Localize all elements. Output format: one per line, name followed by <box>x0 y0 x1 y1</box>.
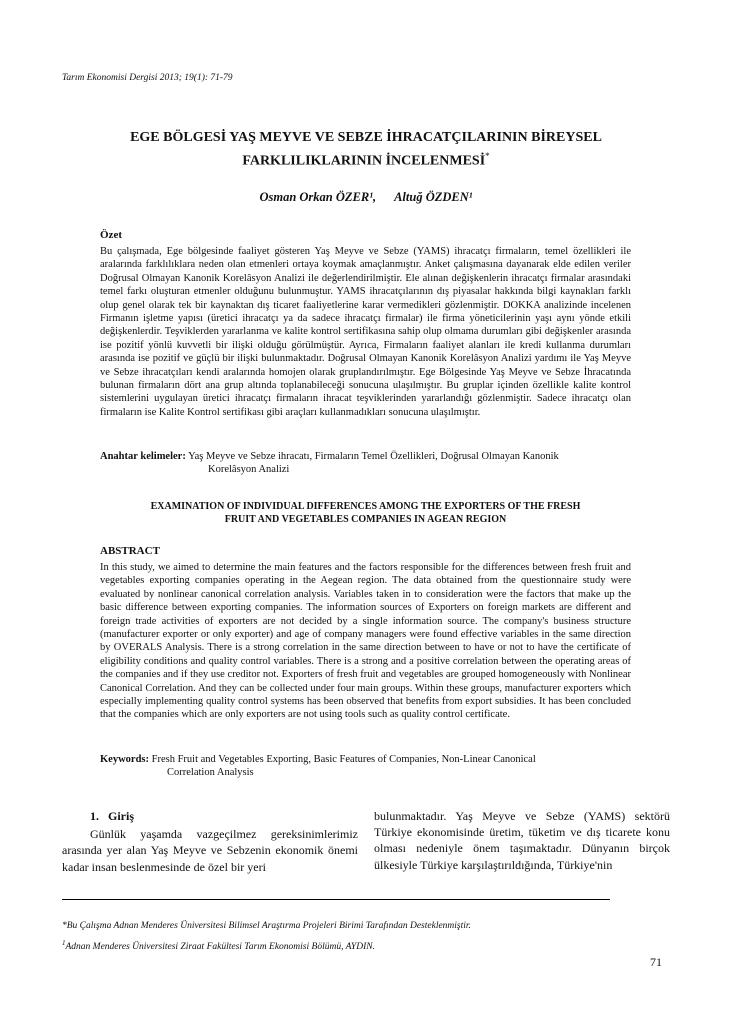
footnote-1: *Bu Çalışma Adnan Menderes Üniversitesi Bilimsel Araştırma Projeleri Birimi Tarafından Desteklenmiştir. <box>62 921 471 931</box>
journal-reference: Tarım Ekonomisi Dergisi 2013; 19(1): 71-79 <box>62 73 233 83</box>
english-title <box>100 500 631 526</box>
abstract-keywords-line-1: Fresh Fruit and Vegetables Exporting, Basic Features of Companies, Non-Linear Canonical <box>151 754 536 765</box>
section-heading-giris <box>90 808 358 824</box>
author-2: Altuğ ÖZDEN <box>394 190 469 204</box>
ozet-heading: Özet <box>100 229 122 241</box>
abstract-keywords-label: Keywords: <box>100 754 149 765</box>
ozet-text: Bu çalışmada, Ege bölgesinde faaliyet gösteren Yaş Meyve ve Sebze (YAMS) ihracatçı firmaların, temel özellikleri ile aralarında farklılıklara neden olan etmenleri ortaya koymak amaçlanmıştır. Anket çalışmasına dayanarak elde edilen veriler Doğrusal Olmayan Kanonik Korelâsyon Analizi ile değerlendirilmiştir. Ele alınan değişkenlerin ihracatçı firmalar arasındaki temel farkı oluşturan etmenler olduğunu bulunmuştur. YAMS ihracatçılarının dış piyasalar hakkında bilgi kaynakları farklı olup genel olarak tek bir kaynaktan dış ticaret faaliyetlerine karar vermedikleri gözlenmiştir. DOKKA analizinde incelenen Firmanın işletme yapısı (üretici ihracatçı ya da sadece ihracatçı firmalar) ile firma yöneticilerinin yaşı aynı yönde etkili değişkenlerdir. Teşviklerden yararlanma ve kalite kontrol sertifikasına sahip olup olmama durumları gibi değişkenler arasında ise pozitif yönlü kuvvetli bir ilişki olduğu görülmüştür. Ayrıca, Firmaların faaliyet alanları ile kredi kullanma durumları arasında ise pozitif ve güçlü bir ilişki bulunmaktadır. Doğrusal Olmayan Kanonik Korelâsyon Analizi yardımı ile Yaş Meyve ve Sebze ihracatçıları kendi aralarında homojen olarak gruplandırılmıştır. Ege Bölgesinde Yaş Meyve ve Sebze İhracatında bulunan firmaların dört ana grup altında toplanabileceği sonucuna ulaşılmıştır. Bu gruplar içinden özellikle kalite kontrol sistemlerini uygulayan üretici ihracatçı firmaların ihracat teşviklerinden yararlandığı gözlenmiştir. Sadece ihracatçı olan firmaların ise Kalite Kontrol sertifikası gibi araçları kullanmadıkları sonucuna ulaşılmıştır. <box>100 246 631 418</box>
paper-title <box>80 128 652 171</box>
footnote-2-text: Adnan Menderes Üniversitesi Ziraat Fakültesi Tarım Ekonomisi Bölümü, AYDIN. <box>65 942 375 953</box>
body-text-left: Günlük yaşamda vazgeçilmez gereksinimlerimiz arasında yer alan Yaş Meyve ve Sebzenin ekonomik önemi kadar insan beslenmesinde de özel bir yeri <box>62 827 358 874</box>
section-number: 1. <box>90 809 99 823</box>
body-column-left <box>62 808 358 875</box>
body-text-right: bulunmaktadır. Yaş Meyve ve Sebze (YAMS) sektörü Türkiye ekonomisinde üretim, tüketim ve dış ticarete konu olması nedeniyle önem taşımaktadır. Dünyanın birçok ülkesiyle Türkiye karşılaştırıldığında, Türkiye'nin <box>374 809 670 872</box>
footnote-2 <box>62 939 375 952</box>
abstract-heading: ABSTRACT <box>100 545 160 557</box>
page-number: 71 <box>650 955 662 969</box>
author-list <box>80 190 652 205</box>
author-2-mark: ¹ <box>468 190 473 204</box>
author-1: Osman Orkan ÖZER <box>259 190 370 204</box>
english-title-line-1: EXAMINATION OF INDIVIDUAL DIFFERENCES AMONG THE EXPORTERS OF THE FRESH <box>150 501 581 512</box>
section-title: Giriş <box>108 809 134 823</box>
title-line-1: EGE BÖLGESİ YAŞ MEYVE VE SEBZE İHRACATÇILARININ BİREYSEL <box>130 130 602 145</box>
author-1-mark: ¹, <box>369 190 377 204</box>
abstract-keywords <box>100 753 631 779</box>
abstract-text: In this study, we aimed to determine the main features and the factors responsible for the differences between fresh fruit and vegetables exporting companies operating in the Aegean region. The data obtained from the questionnaire study were evaluated by nonlinear canonical correlation analysis. Variables taken in to consideration were the factors that make up the basic difference between exporting companies. The information sources of Exporters on foreign markets are different and foreign trade activities of exporters are not decided by a single information source. The company's business structure (manufacturer exporter or only exporter) and age of company managers were found effective variables in the same direction by OVERALS Analysis. There is a strong correlation in the same direction between to have or not to have the certificate of eligibility conditions and quality control variables. There is a strong and a positive correlation between the operating areas of the companies and if they use creditor not. Exporters of fresh fruit and vegetables are grouped homogeneously with Nonlinear Canonical Correlation. And they can be collected under four main groups. Within these groups, manufacturer exporters which especially implementing quality control systems has been observed that benefits from export subsidies. It has been concluded that the companies which are only exporters are not using tools such as quality control certificate. <box>100 562 631 721</box>
ozet-keywords <box>100 450 631 476</box>
english-title-line-2: FRUIT AND VEGETABLES COMPANIES IN AGEAN REGION <box>224 514 507 525</box>
title-footnote-mark: * <box>485 151 490 161</box>
title-line-2: FARKLILIKLARININ İNCELENMESİ* <box>242 151 490 169</box>
footnote-2-mark: 1 <box>62 939 66 947</box>
body-column-right <box>374 808 670 873</box>
ozet-keywords-line-1: Yaş Meyve ve Sebze ihracatı, Firmaların Temel Özellikleri, Doğrusal Olmayan Kanonik <box>188 451 559 462</box>
abstract-keywords-line-2: Correlation Analysis <box>167 767 254 778</box>
footnote-divider <box>62 899 610 900</box>
ozet-keywords-label: Anahtar kelimeler: <box>100 451 186 462</box>
ozet-keywords-line-2: Korelâsyon Analizi <box>208 464 290 475</box>
